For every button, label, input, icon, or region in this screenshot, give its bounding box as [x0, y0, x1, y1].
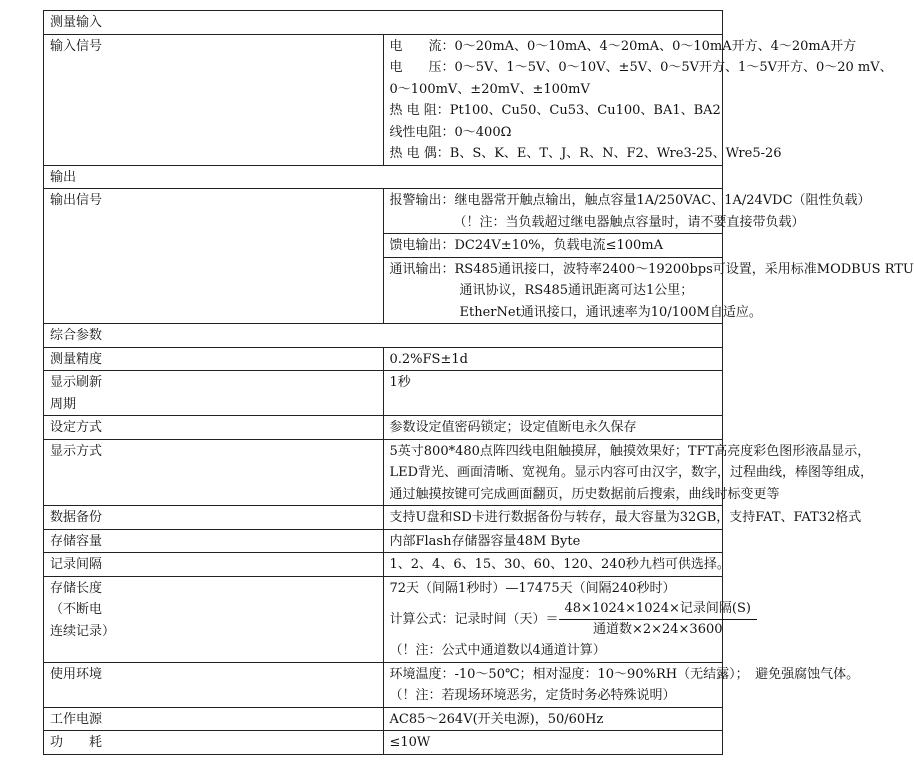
input-voltage-1: 电 压：0～5V、1～5V、0～10V、±5V、0～5V开方、1～5V开方、0～20 mV、	[389, 60, 893, 75]
formula-fraction	[559, 599, 757, 640]
row-environment	[44, 662, 723, 707]
label-interval: 记录间隔	[44, 553, 384, 577]
label-consumption: 功 耗	[44, 731, 384, 755]
value-consumption: ≤10W	[383, 731, 723, 755]
formula-denominator: 通道数×2×24×3600	[592, 622, 723, 637]
row-storage	[44, 529, 723, 553]
input-rtd: 热 电 阻：Pt100、Cu50、Cu53、Cu100、BA1、BA2	[389, 103, 721, 118]
environment-line-1: 环境温度：-10～50℃；相对湿度：10～90%RH（无结露）； 避免强腐蚀气体。	[389, 666, 860, 682]
row-power	[44, 707, 723, 731]
value-display	[383, 439, 874, 506]
label-length-2: （不断电	[50, 602, 103, 617]
length-formula	[389, 599, 751, 640]
row-length	[44, 576, 723, 662]
section-title-input: 测量输入	[44, 11, 723, 35]
label-refresh-1: 显示刷新	[50, 375, 103, 390]
value-setting: 参数设定值密码锁定；设定值断电永久保存	[383, 416, 723, 440]
output-comm-3: EtherNet通讯接口，通讯速率为10/100M自适应。	[459, 304, 762, 320]
label-length	[44, 576, 384, 662]
formula-prefix: 计算公式：记录时间（天）＝	[389, 611, 559, 627]
row-consumption	[44, 731, 723, 755]
label-storage: 存储容量	[44, 529, 384, 553]
row-setting	[44, 416, 723, 440]
display-line-3: 通过触摸按键可完成画面翻页，历史数据前后搜索，曲线时标变更等	[389, 486, 780, 502]
value-output-alarm	[383, 189, 871, 234]
environment-line-2: （！注：若现场环境恶劣，定货时务必特殊说明）	[389, 688, 676, 703]
value-interval: 1、2、4、6、15、30、60、120、240秒九档可供选择。	[383, 553, 723, 577]
label-power: 工作电源	[44, 707, 384, 731]
formula-numerator: 48×1024×1024×记录间隔(S)	[559, 599, 757, 620]
value-refresh: 1秒	[383, 371, 723, 416]
display-line-2: LED背光、画面清晰、宽视角。显示内容可由汉字，数字，过程曲线，棒图等组成，	[389, 465, 874, 480]
value-environment	[383, 662, 860, 707]
value-output-comm	[383, 257, 914, 324]
row-interval	[44, 553, 723, 577]
row-accuracy	[44, 347, 723, 371]
label-length-3: 连续记录）	[50, 623, 116, 639]
output-alarm-1: 报警输出：继电器常开触点输出，触点容量1A/250VAC、1A/24VDC（阻性负载）	[389, 193, 871, 208]
row-refresh	[44, 371, 723, 416]
value-storage: 内部Flash存储器容量48M Byte	[383, 529, 723, 553]
row-output-alarm	[44, 189, 723, 234]
output-comm-1: 通讯输出：RS485通讯接口，波特率2400～19200bps可设置，采用标准MODBUS RTU	[389, 261, 914, 277]
value-backup: 支持U盘和SD卡进行数据备份与转存，最大容量为32GB，支持FAT、FAT32格式	[383, 506, 723, 530]
display-line-1: 5英寸800*480点阵四线电阻触摸屏，触摸效果好；TFT高亮度彩色图形液晶显示，	[389, 443, 871, 459]
row-backup	[44, 506, 723, 530]
label-refresh-2: 周期	[50, 396, 77, 412]
output-comm-2: 通讯协议，RS485通讯距离可达1公里；	[459, 283, 694, 298]
section-row-output	[44, 165, 723, 189]
input-voltage-2: 0～100mV、±20mV、±100mV	[389, 81, 590, 97]
label-backup: 数据备份	[44, 506, 384, 530]
input-thermocouple: 热 电 偶：B、S、K、E、T、J、R、N、F2、Wre3-25、Wre5-26	[389, 146, 782, 161]
length-line-1: 72天（间隔1秒时）—17475天（间隔240秒时）	[389, 580, 676, 596]
input-linear-resistor: 线性电阻：0～400Ω	[389, 124, 512, 140]
section-row-input	[44, 11, 723, 35]
value-power: AC85～264V(开关电源)，50/60Hz	[383, 707, 723, 731]
section-row-general	[44, 324, 723, 348]
spec-table	[43, 10, 914, 755]
section-title-output: 输出	[44, 165, 723, 189]
value-input-signal	[383, 34, 893, 165]
label-accuracy: 测量精度	[44, 347, 384, 371]
label-input-signal: 输入信号	[44, 34, 384, 165]
label-length-1: 存储长度	[50, 580, 103, 596]
row-display	[44, 439, 723, 506]
length-note: （！注：公式中通道数以4通道计算）	[389, 643, 606, 658]
label-refresh	[44, 371, 384, 416]
label-environment: 使用环境	[44, 662, 384, 707]
label-output-signal: 输出信号	[44, 189, 384, 324]
value-output-feed: 馈电输出：DC24V±10%，负载电流≤100mA	[383, 234, 723, 258]
section-title-general: 综合参数	[44, 324, 723, 348]
label-setting: 设定方式	[44, 416, 384, 440]
value-accuracy: 0.2%FS±1d	[383, 347, 723, 371]
row-input-signal	[44, 34, 723, 165]
label-display: 显示方式	[44, 439, 384, 506]
output-alarm-2: （！注：当负载超过继电器触点容量时，请不要直接带负载）	[453, 214, 805, 230]
input-current: 电 流：0～20mA、0～10mA、4～20mA、0～10mA开方、4～20mA开方	[389, 38, 857, 54]
value-length	[383, 576, 751, 662]
